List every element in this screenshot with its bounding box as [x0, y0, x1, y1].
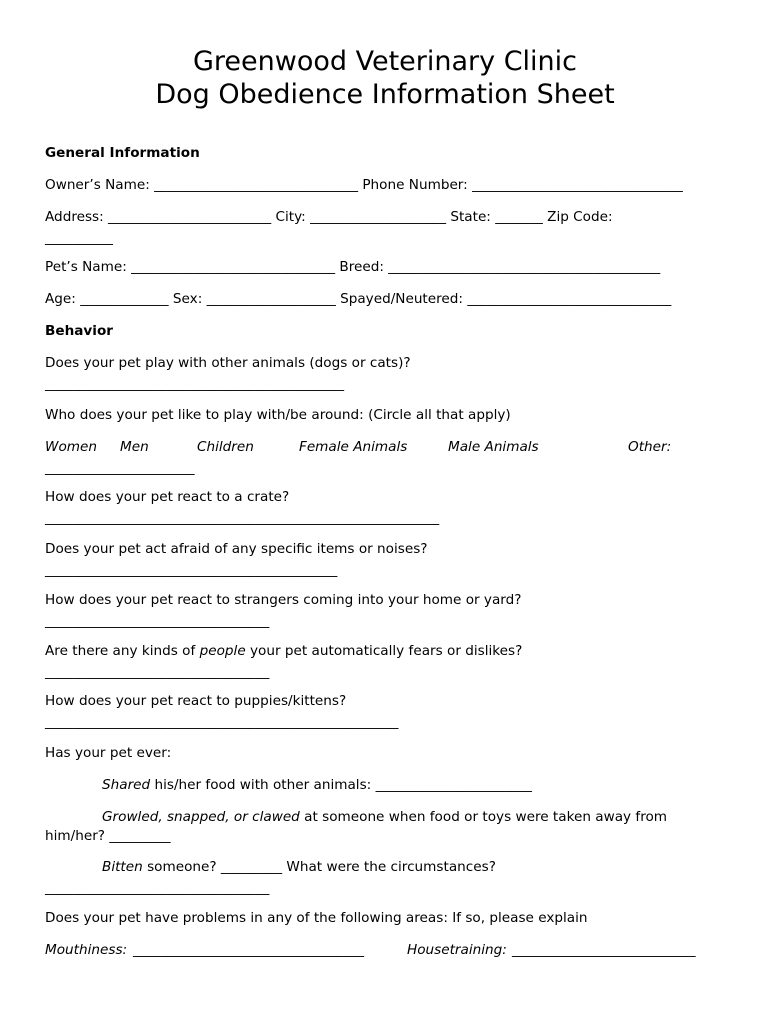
question-people	[45, 642, 522, 660]
circumstances-field[interactable]: _________________________________	[45, 880, 270, 896]
bitten-text: someone?	[147, 859, 217, 875]
question-people-rest: your pet automatically fears or dislikes?	[250, 643, 523, 659]
bitten-row	[102, 858, 496, 876]
answer-puppies[interactable]: ____________________________________________________	[45, 714, 399, 730]
address-field[interactable]: ________________________	[108, 209, 272, 225]
zip-code-field[interactable]: __________	[45, 230, 113, 246]
option-children[interactable]: Children	[197, 439, 254, 455]
pet-breed-row	[45, 258, 660, 276]
address-row	[45, 208, 613, 226]
bitten-field[interactable]: _________	[220, 859, 283, 875]
question-people-emphasis: people	[199, 643, 246, 659]
housetraining-label: Housetraining:	[407, 942, 507, 958]
owner-name-field[interactable]: ______________________________	[154, 177, 359, 193]
growled-text: at someone when food or toys were taken away from	[304, 809, 668, 825]
sex-field[interactable]: ___________________	[206, 291, 336, 307]
option-male-animals[interactable]: Male Animals	[448, 439, 539, 455]
breed-field[interactable]: ________________________________________	[388, 259, 661, 275]
mouthiness-field[interactable]: __________________________________	[133, 942, 365, 958]
other-field[interactable]: ______________________	[45, 460, 195, 476]
growled-emphasis: Growled, snapped, or clawed	[102, 809, 300, 825]
problems-question: Does your pet have problems in any of the following areas: If so, please explain	[45, 910, 588, 926]
age-field[interactable]: _____________	[80, 291, 169, 307]
city-label: City:	[275, 209, 306, 225]
phone-number-field[interactable]: _______________________________	[472, 177, 683, 193]
pet-name-field[interactable]: ______________________________	[131, 259, 336, 275]
spayed-neutered-label: Spayed/Neutered:	[340, 291, 463, 307]
option-female-animals[interactable]: Female Animals	[299, 439, 408, 455]
question-puppies: How does your pet react to puppies/kittens?	[45, 693, 347, 709]
growled-row	[102, 808, 667, 826]
mouthiness-label: Mouthiness:	[45, 942, 128, 958]
pet-name-label: Pet’s Name:	[45, 259, 127, 275]
general-information-heading: General Information	[45, 145, 200, 161]
question-people-text: Are there any kinds of	[45, 643, 196, 659]
has-your-pet-ever: Has your pet ever:	[45, 745, 172, 761]
behavior-heading: Behavior	[45, 323, 113, 339]
state-field[interactable]: _______	[495, 209, 543, 225]
shared-text: his/her food with other animals:	[154, 777, 372, 793]
address-label: Address:	[45, 209, 104, 225]
phone-number-label: Phone Number:	[362, 177, 468, 193]
state-label: State:	[450, 209, 491, 225]
clinic-title: Greenwood Veterinary Clinic	[192, 46, 578, 77]
housetraining-field[interactable]: ___________________________	[512, 942, 696, 958]
question-crate: How does your pet react to a crate?	[45, 489, 290, 505]
answer-crate[interactable]: __________________________________________________________	[45, 510, 440, 526]
sheet-title: Dog Obedience Information Sheet	[155, 79, 615, 110]
sex-label: Sex:	[172, 291, 203, 307]
question-afraid: Does your pet act afraid of any specific items or noises?	[45, 541, 428, 557]
option-other[interactable]: Other:	[628, 439, 672, 455]
age-sex-row	[45, 290, 671, 308]
shared-food-row	[102, 776, 532, 794]
owner-phone-row	[45, 176, 683, 194]
answer-play-animals[interactable]: ____________________________________________	[45, 376, 345, 392]
city-field[interactable]: ____________________	[310, 209, 446, 225]
spayed-neutered-field[interactable]: ______________________________	[467, 291, 672, 307]
age-label: Age:	[45, 291, 76, 307]
answer-afraid[interactable]: ___________________________________________	[45, 562, 338, 578]
question-play-with: Who does your pet like to play with/be around: (Circle all that apply)	[45, 407, 511, 423]
shared-emphasis: Shared	[102, 777, 151, 793]
circumstances-label: What were the circumstances?	[286, 859, 496, 875]
bitten-emphasis: Bitten	[102, 859, 143, 875]
owner-name-label: Owner’s Name:	[45, 177, 150, 193]
breed-label: Breed:	[339, 259, 384, 275]
zip-code-label: Zip Code:	[547, 209, 613, 225]
answer-people[interactable]: _________________________________	[45, 664, 270, 680]
growled-continuation	[45, 827, 171, 845]
growled-cont-text: him/her?	[45, 828, 105, 844]
question-strangers: How does your pet react to strangers coming into your home or yard?	[45, 592, 522, 608]
option-women[interactable]: Women	[45, 439, 97, 455]
shared-field[interactable]: _______________________	[375, 777, 532, 793]
growled-field[interactable]: _________	[109, 828, 171, 844]
answer-strangers[interactable]: _________________________________	[45, 613, 270, 629]
option-men[interactable]: Men	[120, 439, 149, 455]
question-play-animals: Does your pet play with other animals (dogs or cats)?	[45, 355, 411, 371]
